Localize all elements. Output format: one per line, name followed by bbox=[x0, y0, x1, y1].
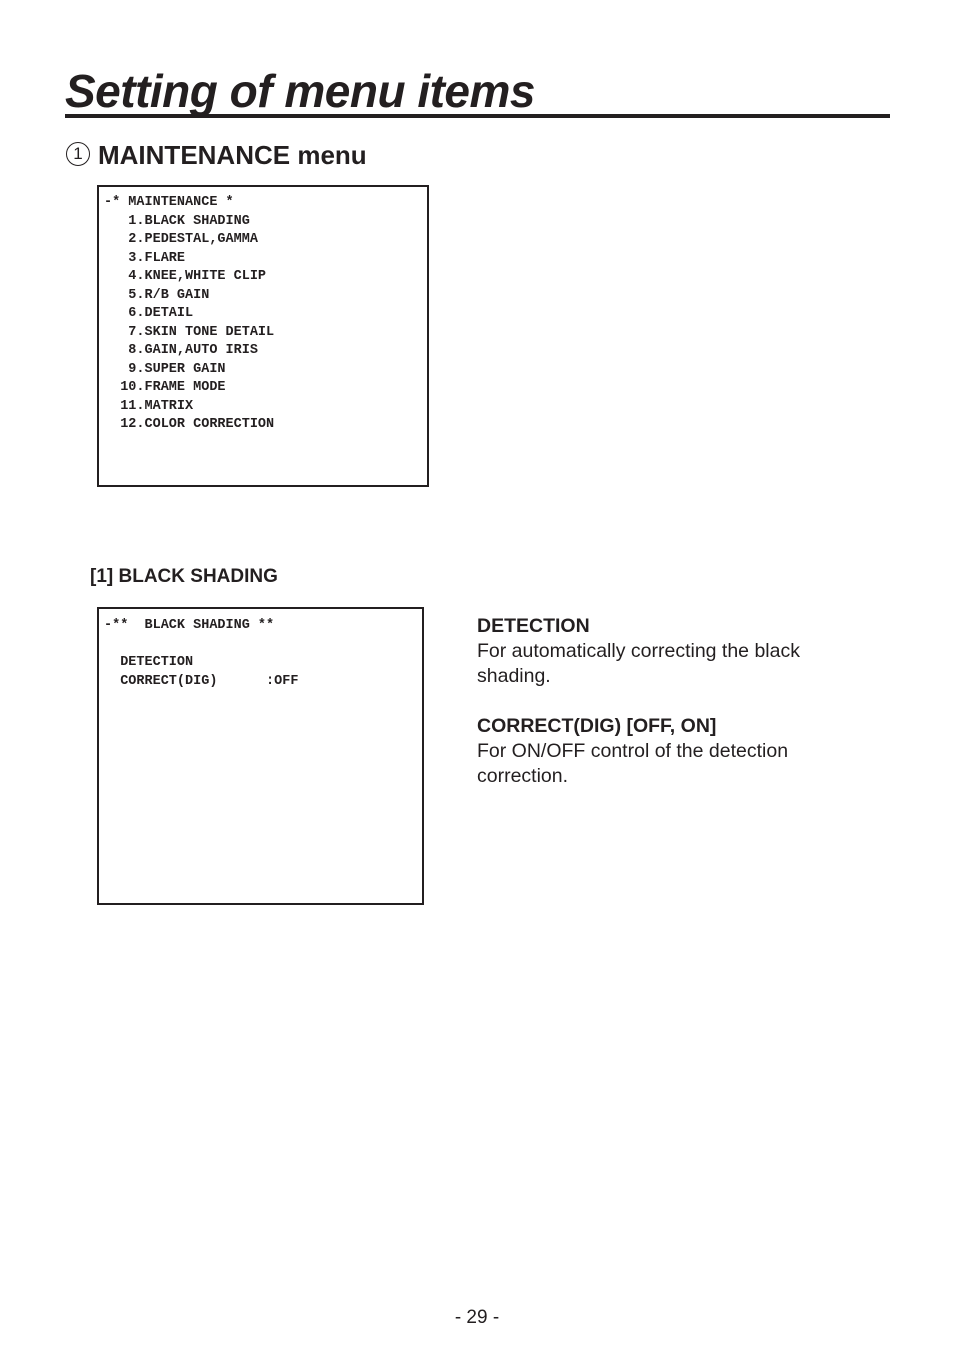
page-number: - 29 - bbox=[454, 1307, 500, 1328]
detection-term: DETECTION bbox=[477, 615, 590, 637]
page-title: Setting of menu items bbox=[65, 65, 535, 117]
correct-dig-line: CORRECT(DIG) :OFF bbox=[104, 673, 299, 689]
menu-item-matrix: 11.MATRIX bbox=[104, 398, 194, 414]
menu-item-knee-white-clip: 4.KNEE,WHITE CLIP bbox=[104, 269, 267, 284]
menu-item-gain-auto-iris: 8.GAIN,AUTO IRIS bbox=[104, 343, 258, 358]
correct-dig-description bbox=[477, 714, 857, 789]
menu-item-detail: 6.DETAIL bbox=[104, 306, 194, 321]
section-title: MAINTENANCE menu bbox=[98, 140, 367, 170]
maintenance-menu-lines bbox=[104, 194, 274, 435]
menu-item-super-gain: 9.SUPER GAIN bbox=[104, 361, 226, 377]
menu-item-pedestal-gamma: 2.PEDESTAL,GAMMA bbox=[104, 232, 258, 247]
correct-dig-term: CORRECT(DIG) [OFF, ON] bbox=[477, 715, 717, 737]
correct-dig-text: For ON/OFF control of the detection correction. bbox=[477, 740, 789, 787]
black-shading-screen bbox=[97, 607, 424, 905]
menu-item-skin-tone-detail: 7.SKIN TONE DETAIL bbox=[104, 324, 275, 340]
menu-item-rb-gain: 5.R/B GAIN bbox=[104, 287, 210, 303]
black-shading-header: -** BLACK SHADING ** bbox=[104, 618, 275, 633]
menu-item-frame-mode: 10.FRAME MODE bbox=[104, 380, 226, 395]
detection-line: DETECTION bbox=[104, 655, 194, 670]
page-title-bar bbox=[65, 62, 890, 118]
section-heading bbox=[66, 140, 367, 174]
section-number: 1 bbox=[66, 142, 90, 166]
menu-item-black-shading: 1.BLACK SHADING bbox=[104, 213, 250, 229]
menu-header: -* MAINTENANCE * bbox=[104, 195, 234, 210]
black-shading-heading: [1] BLACK SHADING bbox=[90, 566, 278, 587]
menu-item-flare: 3.FLARE bbox=[104, 250, 186, 266]
detection-description bbox=[477, 614, 857, 689]
black-shading-lines bbox=[104, 617, 298, 691]
menu-item-color-correction: 12.COLOR CORRECTION bbox=[104, 417, 275, 432]
detection-text: For automatically correcting the black shading. bbox=[477, 640, 800, 687]
maintenance-menu-screen bbox=[97, 185, 429, 487]
